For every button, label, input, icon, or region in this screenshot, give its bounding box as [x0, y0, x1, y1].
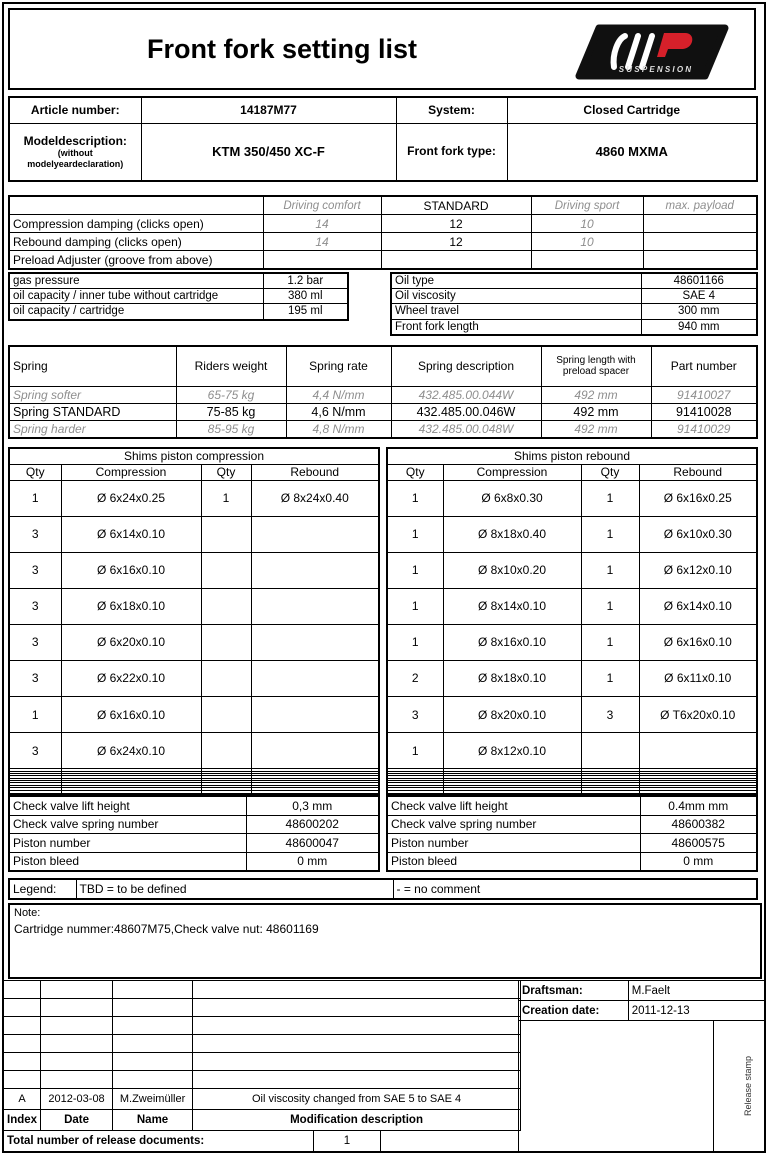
value-cell: 3: [9, 516, 61, 552]
table-row: [9, 790, 379, 794]
table-row: [9, 123, 757, 181]
label-cell: Piston bleed: [387, 852, 640, 871]
table-row: [9, 346, 757, 386]
value-cell: 1: [387, 552, 443, 588]
value-cell: [531, 251, 643, 270]
value-cell: 1: [581, 516, 639, 552]
empty-cell: [443, 790, 581, 794]
empty-cell: [193, 999, 521, 1017]
value-cell: Ø 6x16x0.10: [639, 624, 757, 660]
value-cell: 3: [9, 588, 61, 624]
table-row: [9, 660, 379, 696]
table-row: [9, 480, 379, 516]
check-valve-right-table: [386, 795, 758, 872]
value-cell: Ø T6x20x0.10: [639, 696, 757, 732]
value-cell: 3: [581, 696, 639, 732]
value-cell: 0 mm: [640, 852, 757, 871]
value-cell: 1: [581, 624, 639, 660]
value-cell: 1: [387, 480, 443, 516]
empty-cell: [4, 1017, 41, 1035]
legend-table: [8, 878, 758, 900]
value-cell: 0,3 mm: [246, 796, 379, 815]
value-cell: 940 mm: [641, 319, 757, 335]
table-row: [9, 448, 379, 464]
table-row: [9, 233, 757, 251]
value-cell: 1: [201, 480, 251, 516]
label-cell: Compression damping (clicks open): [9, 215, 263, 233]
table-row: [387, 480, 757, 516]
value-cell: [263, 251, 381, 270]
empty-cell: [251, 624, 379, 660]
value-cell: 14: [263, 215, 381, 233]
empty-cell: [113, 981, 193, 999]
empty-cell: [201, 624, 251, 660]
table-row: [9, 815, 379, 834]
value-cell: 300 mm: [641, 304, 757, 319]
empty-cell: [193, 981, 521, 999]
value-cell: Ø 8x10x0.20: [443, 552, 581, 588]
column-header-max-payload: max. payload: [643, 196, 757, 215]
value-cell: Ø 8x16x0.10: [443, 624, 581, 660]
value-cell: 195 ml: [263, 304, 348, 320]
column-header-modification-description: Modification description: [193, 1110, 521, 1131]
empty-cell: [251, 516, 379, 552]
creation-date-label: Creation date:: [519, 1001, 629, 1021]
value-cell: Ø 8x24x0.40: [251, 480, 379, 516]
column-header-spring: Spring: [9, 346, 176, 386]
empty-cell: [381, 1131, 519, 1152]
system-label: System:: [396, 97, 507, 123]
table-row: [387, 733, 757, 769]
article-number-label: Article number:: [9, 97, 141, 123]
damping-table: [8, 195, 758, 270]
label-cell: Preload Adjuster (groove from above): [9, 251, 263, 270]
empty-cell: [639, 733, 757, 769]
value-cell: 1: [581, 660, 639, 696]
table-row: [9, 97, 757, 123]
spring-harder-row: Spring harder 85-95 kg 4,8 N/mm 432.485.00.048W 492 mm 91410029: [9, 420, 757, 438]
empty-cell: [193, 1053, 521, 1071]
table-row: [9, 879, 757, 899]
legend-label: Legend:: [9, 879, 76, 899]
value-cell: Ø 8x20x0.10: [443, 696, 581, 732]
spring-table: [8, 345, 758, 439]
table-row: [9, 624, 379, 660]
empty-cell: [4, 1053, 41, 1071]
revision-index: A: [4, 1089, 41, 1110]
empty-cell: [251, 790, 379, 794]
article-table: [8, 96, 758, 182]
value-cell: 2: [387, 660, 443, 696]
table-row: [4, 1071, 521, 1089]
empty-cell: [41, 1071, 113, 1089]
label-cell: Spring softer: [9, 386, 176, 403]
label-cell: gas pressure: [9, 273, 263, 289]
empty-cell: [4, 1035, 41, 1053]
label-cell: Oil viscosity: [391, 289, 641, 304]
value-cell: Ø 8x12x0.10: [443, 733, 581, 769]
table-row: [387, 790, 757, 794]
table-row: [391, 289, 757, 304]
label-cell: Spring STANDARD: [9, 403, 176, 420]
value-cell: 1: [581, 480, 639, 516]
table-row: [9, 588, 379, 624]
table-row: [387, 624, 757, 660]
table-row: [391, 304, 757, 319]
value-cell: Ø 6x14x0.10: [639, 588, 757, 624]
gas-pressure-table: [8, 272, 349, 321]
draftsman-table: [518, 980, 766, 1021]
table-row: [387, 588, 757, 624]
model-value: KTM 350/450 XC-F: [141, 123, 396, 181]
empty-cell: [201, 660, 251, 696]
label-cell: oil capacity / inner tube without cartridge: [9, 289, 263, 304]
empty-cell: [41, 981, 113, 999]
value-cell: 1: [581, 588, 639, 624]
value-cell: 48601166: [641, 273, 757, 289]
label-cell: Piston number: [9, 834, 246, 853]
revision-block: [3, 980, 766, 1152]
value-cell: 3: [9, 660, 61, 696]
empty-cell: [201, 516, 251, 552]
label-cell: Wheel travel: [391, 304, 641, 319]
empty-cell: [201, 790, 251, 794]
column-header-riders-weight: Riders weight: [176, 346, 286, 386]
empty-cell: [387, 790, 443, 794]
empty-cell: [41, 1053, 113, 1071]
revision-date: 2012-03-08: [41, 1089, 113, 1110]
table-row: [9, 464, 379, 480]
table-row: [9, 834, 379, 853]
empty-cell: [4, 981, 41, 999]
label-cell: Piston number: [387, 834, 640, 853]
value-cell: 1: [387, 733, 443, 769]
total-release-value: 1: [314, 1131, 381, 1152]
column-header-part-number: Part number: [651, 346, 757, 386]
column-header-rebound: Rebound: [251, 464, 379, 480]
table-row: [9, 796, 379, 815]
model-description-label: Modeldescription: (without modelyeardeclaration): [9, 123, 141, 181]
table-row: [9, 516, 379, 552]
table-row: [387, 696, 757, 732]
value-cell: Ø 8x18x0.40: [443, 516, 581, 552]
spring-softer-row: Spring softer 65-75 kg 4,4 N/mm 432.485.00.044W 492 mm 91410027: [9, 386, 757, 403]
value-cell: 48600047: [246, 834, 379, 853]
table-row: [387, 516, 757, 552]
value-cell: Ø 6x16x0.10: [61, 696, 201, 732]
column-header-driving-comfort: Driving comfort: [263, 196, 381, 215]
value-cell: Ø 6x12x0.10: [639, 552, 757, 588]
value-cell: 1: [9, 696, 61, 732]
table-row: [9, 215, 757, 233]
value-cell: Ø 6x16x0.25: [639, 480, 757, 516]
empty-cell: [113, 1017, 193, 1035]
fork-type-label: Front fork type:: [396, 123, 507, 181]
value-cell: 48600202: [246, 815, 379, 834]
header-box: [8, 8, 756, 90]
table-row: [9, 273, 348, 289]
value-cell: 12: [381, 215, 531, 233]
shims-compression-table: [8, 447, 380, 795]
value-cell: [643, 251, 757, 270]
table-row: [387, 852, 757, 871]
value-cell: Ø 8x18x0.10: [443, 660, 581, 696]
empty-cell: [193, 1017, 521, 1035]
spring-standard-row: Spring STANDARD 75-85 kg 4,6 N/mm 432.485.00.046W 492 mm 91410028: [9, 403, 757, 420]
value-cell: 14: [263, 233, 381, 251]
value-cell: Ø 6x24x0.10: [61, 733, 201, 769]
revision-header-row: [4, 1110, 521, 1131]
value-cell: 48600575: [640, 834, 757, 853]
shims-rebound-title: Shims piston rebound: [387, 448, 757, 464]
empty-cell: [41, 999, 113, 1017]
empty-cell: [639, 790, 757, 794]
shims-compression-title: Shims piston compression: [9, 448, 379, 464]
shims-rebound-table: [386, 447, 758, 795]
empty-cell: [251, 696, 379, 732]
table-row: [4, 999, 521, 1017]
empty-cell: [113, 1071, 193, 1089]
label-cell: Front fork length: [391, 319, 641, 335]
table-row: [9, 304, 348, 320]
label-cell: Check valve spring number: [387, 815, 640, 834]
value-cell: Ø 6x20x0.10: [61, 624, 201, 660]
empty-cell: [251, 660, 379, 696]
column-header-driving-sport: Driving sport: [531, 196, 643, 215]
check-valve-left-table: [8, 795, 380, 872]
empty-cell: [201, 733, 251, 769]
value-cell: Ø 6x22x0.10: [61, 660, 201, 696]
value-cell: 12: [381, 233, 531, 251]
column-header-qty: Qty: [9, 464, 61, 480]
table-row: [9, 289, 348, 304]
empty-cell: [4, 999, 41, 1017]
table-row: [4, 1053, 521, 1071]
empty-cell: [193, 1071, 521, 1089]
value-cell: Ø 6x8x0.30: [443, 480, 581, 516]
page-title: Front fork setting list: [147, 33, 417, 64]
value-cell: [643, 233, 757, 251]
column-header-name: Name: [113, 1110, 193, 1131]
value-cell: Ø 6x16x0.10: [61, 552, 201, 588]
table-row: [387, 660, 757, 696]
label-cell: Check valve lift height: [9, 796, 246, 815]
table-row: [9, 251, 757, 270]
value-cell: 1.2 bar: [263, 273, 348, 289]
empty-cell: [251, 733, 379, 769]
column-header-compression: Compression: [61, 464, 201, 480]
revision-entry-row: [4, 1089, 521, 1110]
empty-cell: [251, 588, 379, 624]
draftsman-value: M.Faelt: [628, 981, 765, 1001]
value-cell: 3: [387, 696, 443, 732]
revision-table: [3, 980, 521, 1131]
table-row: [4, 1035, 521, 1053]
note-label: Note:: [14, 907, 41, 919]
creation-date-value: 2011-12-13: [628, 1001, 765, 1021]
table-row: [9, 733, 379, 769]
damping-corner-cell: [9, 196, 263, 215]
value-cell: 3: [9, 624, 61, 660]
empty-cell: [41, 1017, 113, 1035]
table-row: [387, 448, 757, 464]
table-row: [9, 852, 379, 871]
value-cell: 1: [387, 516, 443, 552]
value-cell: 48600382: [640, 815, 757, 834]
table-row: [387, 815, 757, 834]
label-cell: Spring harder: [9, 420, 176, 438]
value-cell: 3: [9, 733, 61, 769]
table-row: [4, 1017, 521, 1035]
column-header-rebound: Rebound: [639, 464, 757, 480]
label-cell: Piston bleed: [9, 852, 246, 871]
value-cell: 10: [531, 215, 643, 233]
empty-cell: [201, 552, 251, 588]
value-cell: 1: [387, 624, 443, 660]
value-cell: Ø 6x24x0.25: [61, 480, 201, 516]
column-header-spring-rate: Spring rate: [286, 346, 391, 386]
empty-cell: [201, 696, 251, 732]
legend-dash: - = no comment: [393, 879, 757, 899]
release-stamp-box: [518, 1020, 714, 1152]
release-stamp-label: Release stamp: [743, 1055, 753, 1117]
value-cell: 3: [9, 552, 61, 588]
value-cell: [643, 215, 757, 233]
value-cell: 10: [531, 233, 643, 251]
value-cell: 0 mm: [246, 852, 379, 871]
note-text: Cartridge nummer:48607M75,Check valve nut: 48601169: [14, 922, 319, 936]
draftsman-label: Draftsman:: [519, 981, 629, 1001]
empty-cell: [113, 1053, 193, 1071]
column-header-qty: Qty: [387, 464, 443, 480]
fork-type-value: 4860 MXMA: [507, 123, 757, 181]
value-cell: Ø 6x14x0.10: [61, 516, 201, 552]
empty-cell: [581, 790, 639, 794]
table-row: [519, 981, 766, 1001]
empty-cell: [61, 790, 201, 794]
value-cell: 1: [387, 588, 443, 624]
total-release-label: Total number of release documents:: [4, 1131, 314, 1152]
column-header-qty: Qty: [201, 464, 251, 480]
empty-cell: [581, 733, 639, 769]
label-cell: Check valve lift height: [387, 796, 640, 815]
value-cell: Ø 6x11x0.10: [639, 660, 757, 696]
empty-cell: [41, 1035, 113, 1053]
column-header-qty: Qty: [581, 464, 639, 480]
wp-suspension-logo: [572, 24, 734, 80]
label-cell: Oil type: [391, 273, 641, 289]
value-cell: Ø 6x18x0.10: [61, 588, 201, 624]
empty-cell: [4, 1071, 41, 1089]
table-row: [9, 552, 379, 588]
table-row: [391, 319, 757, 335]
value-cell: 0.4mm mm: [640, 796, 757, 815]
table-row: [9, 696, 379, 732]
table-row: [4, 981, 521, 999]
label-cell: Rebound damping (clicks open): [9, 233, 263, 251]
label-cell: Check valve spring number: [9, 815, 246, 834]
empty-cell: [251, 552, 379, 588]
label-cell: oil capacity / cartridge: [9, 304, 263, 320]
table-row: [4, 1131, 519, 1152]
revision-description: Oil viscosity changed from SAE 5 to SAE 4: [193, 1089, 521, 1110]
revision-name: M.Zweimüller: [113, 1089, 193, 1110]
table-row: [387, 834, 757, 853]
column-header-spring-length: Spring length with preload spacer: [541, 346, 651, 386]
empty-cell: [113, 999, 193, 1017]
table-row: [9, 196, 757, 215]
oil-spec-table: [390, 272, 758, 336]
release-total-table: [3, 1130, 519, 1152]
value-cell: SAE 4: [641, 289, 757, 304]
empty-cell: [113, 1035, 193, 1053]
value-cell: 380 ml: [263, 289, 348, 304]
column-header-date: Date: [41, 1110, 113, 1131]
article-number-value: 14187M77: [141, 97, 396, 123]
value-cell: 1: [9, 480, 61, 516]
table-row: [391, 273, 757, 289]
empty-cell: [201, 588, 251, 624]
value-cell: Ø 8x14x0.10: [443, 588, 581, 624]
empty-cell: [9, 790, 61, 794]
column-header-compression: Compression: [443, 464, 581, 480]
legend-tbd: TBD = to be defined: [76, 879, 393, 899]
column-header-index: Index: [4, 1110, 41, 1131]
column-header-spring-description: Spring description: [391, 346, 541, 386]
value-cell: 1: [581, 552, 639, 588]
value-cell: [381, 251, 531, 270]
value-cell: Ø 6x10x0.30: [639, 516, 757, 552]
table-row: [387, 464, 757, 480]
table-row: [387, 552, 757, 588]
empty-cell: [193, 1035, 521, 1053]
table-row: [387, 796, 757, 815]
note-box: [8, 903, 762, 979]
system-value: Closed Cartridge: [507, 97, 757, 123]
column-header-standard: STANDARD: [381, 196, 531, 215]
logo-sub-text: SUSPENSION: [618, 65, 694, 74]
